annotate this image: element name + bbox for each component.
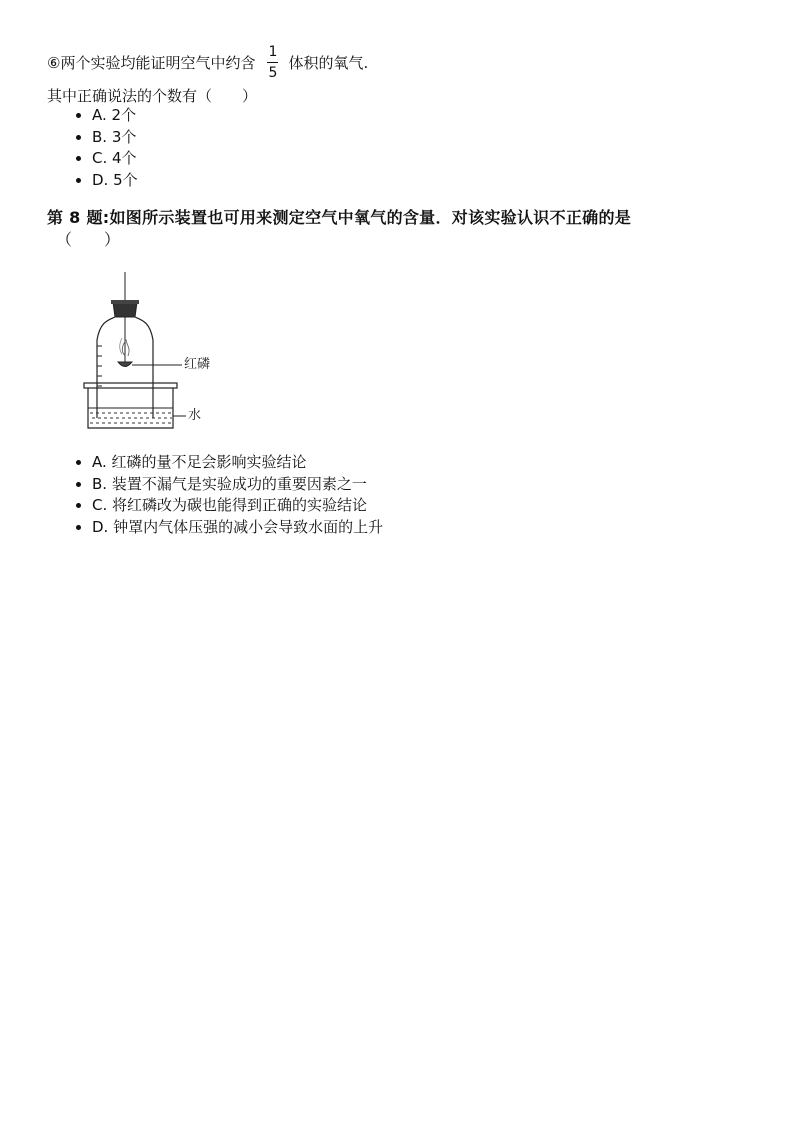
count-prompt: 其中正确说法的个数有（ ） [47, 87, 258, 105]
stopper [113, 302, 137, 317]
option-c[interactable]: • C. 4个 [92, 148, 138, 170]
q8-option-b[interactable]: • B. 装置不漏气是实验成功的重要因素之一 [92, 474, 383, 496]
bell-jar-apparatus-figure [82, 270, 222, 435]
water-hatching [90, 413, 172, 423]
stopper-cap [111, 300, 139, 304]
graduation-marks [97, 346, 102, 386]
fraction-one-fifth [267, 44, 278, 81]
combustion-spoon [118, 362, 132, 367]
flame [122, 340, 129, 356]
option-d[interactable]: • D. 5个 [92, 170, 138, 192]
option-a[interactable]: • A. 2个 [92, 105, 138, 127]
fraction-numerator: 1 [268, 43, 278, 60]
statement-6-prefix: ⑥两个实验均能证明空气中约含 [47, 53, 256, 72]
label-red-phosphorus: 红磷 [184, 357, 211, 372]
fraction-denominator: 5 [268, 64, 278, 81]
question-8-title: 第 8 题:如图所示装置也可用来测定空气中氧气的含量．对该实验认识不正确的是 [47, 208, 632, 227]
fraction-bar [267, 62, 278, 63]
label-water: 水 [188, 408, 202, 423]
statement-6 [47, 42, 368, 82]
question-8-answer-paren: （ ） [56, 230, 121, 249]
question-8-options [66, 452, 383, 538]
statement-6-suffix: 体积的氧气. [288, 53, 369, 72]
q8-option-a[interactable]: • A. 红磷的量不足会影响实验结论 [92, 452, 383, 474]
q8-option-c[interactable]: • C. 将红磷改为碳也能得到正确的实验结论 [92, 495, 383, 517]
option-b[interactable]: • B. 3个 [92, 127, 138, 149]
q8-option-d[interactable]: • D. 钟罩内气体压强的减小会导致水面的上升 [92, 517, 383, 539]
prev-question-options [66, 105, 138, 191]
